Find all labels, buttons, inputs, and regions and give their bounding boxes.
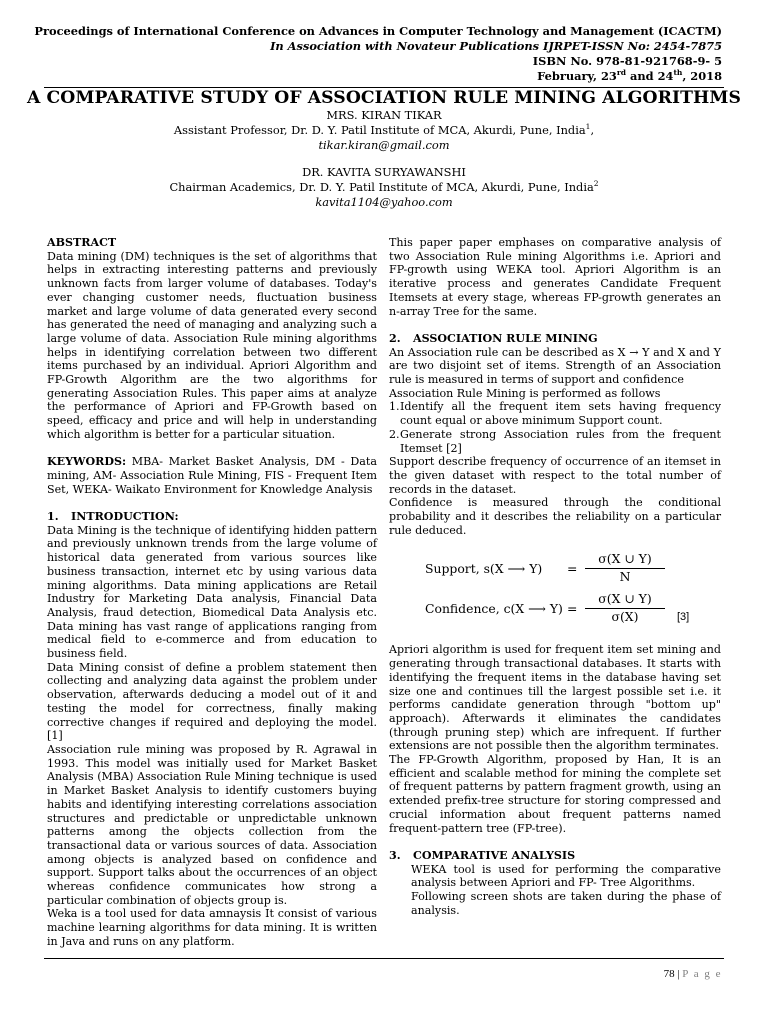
association-rule-heading: 2. ASSOCIATION RULE MINING [389,331,598,345]
paper-title: A COMPARATIVE STUDY OF ASSOCIATION RULE MINING ALGORITHMS [27,88,741,108]
footer-rule [44,958,724,959]
comparative-analysis-heading: 3. COMPARATIVE ANALYSIS [389,848,576,862]
rule-steps-intro: Association Rule Mining is performed as follows [389,386,661,400]
author1-email[interactable]: tikar.kiran@gmail.com [318,138,450,152]
conference-date: February, 23rd and 24th, 2018 [537,68,722,83]
right-column [389,236,721,918]
abstract-text: Data mining (DM) techniques is the set of algorithms that helps in extracting interesting patterns and previously unknown facts from larger volume of databases. Today's ever changing customer needs, fluctuation business market and large volume of data generated every second has generated the need of managing and analyzing such a large volume of data. Association Rule mining algorithms helps in identifying correlation between two different items purchased by an individual. Apriori Algorithm and FP-Growth Algorithm are the two algorithms for generating Association Rules. This paper aims at analyze the performance of Apriori and FP-Growth based on speed, efficacy and price and will help in understanding which algorithm is better for a particular situation. [47,249,377,441]
paper-summary-paragraph: This paper paper emphases on comparative analysis of two Association Rule mining Algorithms i.e. Apriori and FP-growth using WEKA tool. Apriori Algorithm is an iterative process and generates Candidate Frequent Itemsets at every stage, whereas FP-growth generates an n-array Tree for the same. [389,236,721,318]
intro-paragraph: Data Mining consist of define a problem statement then collecting and analyzing data against the problem under observation, afterwards deducing a model out of it and testing the model for correctness, finally making corrective changes if required and deploying the model. [1] [47,660,377,743]
support-definition: Support describe frequency of occurrence of an itemset in the given dataset with respect to the total number of records in the dataset. [389,455,721,496]
author2-affiliation: Chairman Academics, Dr. D. Y. Patil Institute of MCA, Akurdi, Pune, India$^2$ [169,179,599,194]
conference-header: Proceedings of International Conference on Advances in Computer Technology and Management (ICACTM) [34,24,722,38]
comparative-analysis-text: Following screen shots are taken during the phase of analysis. [411,890,721,917]
page-number: 78 | P a g e [663,968,722,980]
support-confidence-formula [389,551,721,631]
intro-paragraph: Data Mining is the technique of identifying hidden pattern and previously unknown trends from the large volume of historical data generated from various sources like business transaction, internet etc by using various data mining algorithms. Data mining applications are Retail Industry for Marketing Data analysis, Financial Data Analysis, fraud detection, Biomedical Data Analysis etc. Data mining has vast range of applications ranging from medical field to e-commerce and from education to business field. [47,523,377,661]
comparative-analysis-text: WEKA tool is used for performing the comparative analysis between Apriori and FP- Tree Algorithms. [411,862,721,890]
left-column [47,236,377,949]
author2-email[interactable]: kavita1104@yahoo.com [315,195,453,209]
author1-name: MRS. KIRAN TIKAR [326,108,442,122]
intro-paragraph: Association rule mining was proposed by R. Agrawal in 1993. This model was initially used for Market Basket Analysis (MBA) Association Rule Mining technique is used in Market Basket Analysis to identify customers buying habits and identifying interesting correlations association structures and predictable or unpredictable unknown patterns among the objects collection from the transactional data or various sources of data. Association among objects is analyzed based on confidence and support. Support talks about the occurrences of an object whereas confidence communicates how strong a particular combination of objects group is. [47,742,377,907]
list-item: 1. Identify all the frequent item sets having frequency count equal or above minimum Support count. [389,400,721,428]
abstract-heading: ABSTRACT [47,236,117,249]
intro-paragraph: Weka is a tool used for data amnaysis It consist of various machine learning algorithms for data mining. It is written in Java and runs on any platform. [47,907,377,948]
support-formula: Support, s(X ⟶ Y) = $\frac{\sigma(X \cup Y)}{N}$ [389,551,721,587]
rule-definition: An Association rule can be described as X → Y and X and Y are two disjoint set of items. Strength of an Association rule is measured in terms of support and confidence [389,345,721,387]
list-item: 2. Generate strong Association rules from the frequent Itemset [2] [389,427,721,455]
author2-name: DR. KAVITA SURYAWANSHI [302,165,466,179]
formula-reference: [3] [677,611,690,624]
isbn-line: ISBN No. 978-81-921768-9- 5 [532,54,722,68]
confidence-formula: Confidence, c(X ⟶ Y) = $\frac{\sigma(X \cup Y)}{\sigma(X)}$ [3] [425,591,690,625]
introduction-heading: 1. INTRODUCTION: [47,510,179,524]
apriori-paragraph: Apriori algorithm is used for frequent item set mining and generating through transactional databases. It starts with identifying the frequent items in the database having set size one and continues till the largest possible set i.e. it performs candidate generation through "bottom up" approach). Afterwards it eliminates the candidates (through pruning step) which are infrequent. If further extensions are not possible then the algorithm terminates. [389,643,721,753]
keywords: KEYWORDS: MBA- Market Basket Analysis, DM - Data mining, AM- Association Rule Mining, FIS - Frequent Item Set, WEKA- Waikato Environment for Knowledge Analysis [47,455,377,496]
author1-affiliation: Assistant Professor, Dr. D. Y. Patil Institute of MCA, Akurdi, Pune, India$^1$, [173,122,595,137]
fp-growth-paragraph: The FP-Growth Algorithm, proposed by Han, It is an efficient and scalable method for mining the complete set of frequent patterns by pattern fragment growth, using an extended prefix-tree structure for storing compressed and crucial information about frequent patterns named frequent-pattern tree (FP-tree). [389,753,721,835]
confidence-definition: Confidence is measured through the conditional probability and it describes the reliability on a particular rule deduced. [389,496,721,537]
publication-line: In Association with Novateur Publications IJRPET-ISSN No: 2454-7875 [270,39,722,53]
